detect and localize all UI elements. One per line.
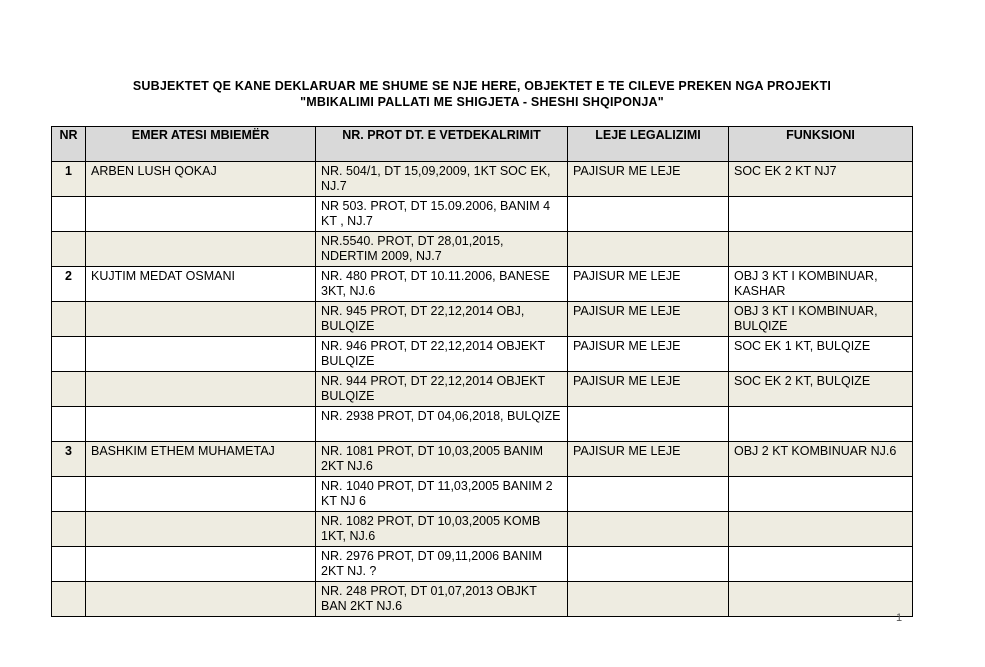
cell-prot: NR.5540. PROT, DT 28,01,2015, NDERTIM 2009, NJ.7 xyxy=(316,232,568,267)
cell-name: BASHKIM ETHEM MUHAMETAJ xyxy=(86,442,316,477)
cell-leje xyxy=(568,232,729,267)
cell-name xyxy=(86,477,316,512)
table-row xyxy=(52,512,913,547)
cell-leje: PAJISUR ME LEJE xyxy=(568,302,729,337)
cell-leje: PAJISUR ME LEJE xyxy=(568,162,729,197)
cell-nr: 1 xyxy=(52,162,86,197)
cell-nr xyxy=(52,232,86,267)
cell-prot: NR. 248 PROT, DT 01,07,2013 OBJKT BAN 2KT NJ.6 xyxy=(316,582,568,617)
cell-name: KUJTIM MEDAT OSMANI xyxy=(86,267,316,302)
cell-leje xyxy=(568,582,729,617)
table-body xyxy=(52,162,913,617)
table-row xyxy=(52,302,913,337)
cell-nr xyxy=(52,337,86,372)
document-title xyxy=(52,78,912,110)
cell-prot: NR. 480 PROT, DT 10.11.2006, BANESE 3KT, NJ.6 xyxy=(316,267,568,302)
header-funksioni: FUNKSIONI xyxy=(729,127,913,162)
cell-nr xyxy=(52,407,86,442)
title-line-1: SUBJEKTET QE KANE DEKLARUAR ME SHUME SE NJE HERE, OBJEKTET E TE CILEVE PREKEN NGA PROJEKTI xyxy=(132,79,832,93)
header-name: EMER ATESI MBIEMËR xyxy=(86,127,316,162)
header-leje: LEJE LEGALIZIMI xyxy=(568,127,729,162)
cell-leje: PAJISUR ME LEJE xyxy=(568,372,729,407)
cell-prot: NR. 945 PROT, DT 22,12,2014 OBJ, BULQIZE xyxy=(316,302,568,337)
subjects-table xyxy=(51,126,913,617)
cell-name xyxy=(86,407,316,442)
cell-funksioni: OBJ 3 KT I KOMBINUAR, BULQIZE xyxy=(729,302,913,337)
page-number: 1 xyxy=(896,612,903,624)
cell-nr xyxy=(52,512,86,547)
table-row xyxy=(52,337,913,372)
cell-leje xyxy=(568,477,729,512)
cell-leje: PAJISUR ME LEJE xyxy=(568,267,729,302)
cell-name xyxy=(86,547,316,582)
table-row xyxy=(52,407,913,442)
cell-funksioni xyxy=(729,232,913,267)
cell-leje xyxy=(568,512,729,547)
header-nr: NR xyxy=(52,127,86,162)
cell-name xyxy=(86,582,316,617)
cell-leje xyxy=(568,547,729,582)
cell-funksioni xyxy=(729,512,913,547)
title-line-2: "MBIKALIMI PALLATI ME SHIGJETA - SHESHI SHQIPONJA" xyxy=(300,95,664,109)
cell-nr: 2 xyxy=(52,267,86,302)
cell-prot: NR. 1040 PROT, DT 11,03,2005 BANIM 2 KT NJ 6 xyxy=(316,477,568,512)
cell-nr xyxy=(52,372,86,407)
cell-name xyxy=(86,302,316,337)
cell-funksioni xyxy=(729,582,913,617)
cell-nr xyxy=(52,197,86,232)
cell-nr xyxy=(52,547,86,582)
cell-nr xyxy=(52,477,86,512)
cell-nr xyxy=(52,302,86,337)
cell-name xyxy=(86,197,316,232)
table-row xyxy=(52,372,913,407)
header-prot: NR. PROT DT. E VETDEKALRIMIT xyxy=(316,127,568,162)
table-row xyxy=(52,197,913,232)
cell-leje: PAJISUR ME LEJE xyxy=(568,337,729,372)
cell-prot: NR. 504/1, DT 15,09,2009, 1KT SOC EK, NJ.7 xyxy=(316,162,568,197)
cell-funksioni xyxy=(729,477,913,512)
cell-leje xyxy=(568,407,729,442)
table-row xyxy=(52,442,913,477)
table-row xyxy=(52,582,913,617)
cell-prot: NR. 1082 PROT, DT 10,03,2005 KOMB 1KT, NJ.6 xyxy=(316,512,568,547)
cell-leje xyxy=(568,197,729,232)
cell-name: ARBEN LUSH QOKAJ xyxy=(86,162,316,197)
cell-prot: NR. 2938 PROT, DT 04,06,2018, BULQIZE xyxy=(316,407,568,442)
table-row xyxy=(52,267,913,302)
cell-funksioni: SOC EK 2 KT NJ7 xyxy=(729,162,913,197)
cell-nr xyxy=(52,582,86,617)
cell-prot: NR 503. PROT, DT 15.09.2006, BANIM 4 KT , NJ.7 xyxy=(316,197,568,232)
cell-name xyxy=(86,232,316,267)
cell-prot: NR. 2976 PROT, DT 09,11,2006 BANIM 2KT NJ. ? xyxy=(316,547,568,582)
cell-name xyxy=(86,512,316,547)
table-row xyxy=(52,162,913,197)
cell-name xyxy=(86,337,316,372)
cell-leje: PAJISUR ME LEJE xyxy=(568,442,729,477)
cell-funksioni: SOC EK 2 KT, BULQIZE xyxy=(729,372,913,407)
cell-funksioni: OBJ 3 KT I KOMBINUAR, KASHAR xyxy=(729,267,913,302)
cell-funksioni xyxy=(729,197,913,232)
cell-funksioni xyxy=(729,547,913,582)
table-row xyxy=(52,547,913,582)
cell-name xyxy=(86,372,316,407)
cell-prot: NR. 944 PROT, DT 22,12,2014 OBJEKT BULQIZE xyxy=(316,372,568,407)
cell-funksioni: SOC EK 1 KT, BULQIZE xyxy=(729,337,913,372)
cell-funksioni: OBJ 2 KT KOMBINUAR NJ.6 xyxy=(729,442,913,477)
table-row xyxy=(52,232,913,267)
table-header-row xyxy=(52,127,913,162)
table-row xyxy=(52,477,913,512)
cell-funksioni xyxy=(729,407,913,442)
cell-prot: NR. 1081 PROT, DT 10,03,2005 BANIM 2KT NJ.6 xyxy=(316,442,568,477)
cell-nr: 3 xyxy=(52,442,86,477)
cell-prot: NR. 946 PROT, DT 22,12,2014 OBJEKT BULQIZE xyxy=(316,337,568,372)
